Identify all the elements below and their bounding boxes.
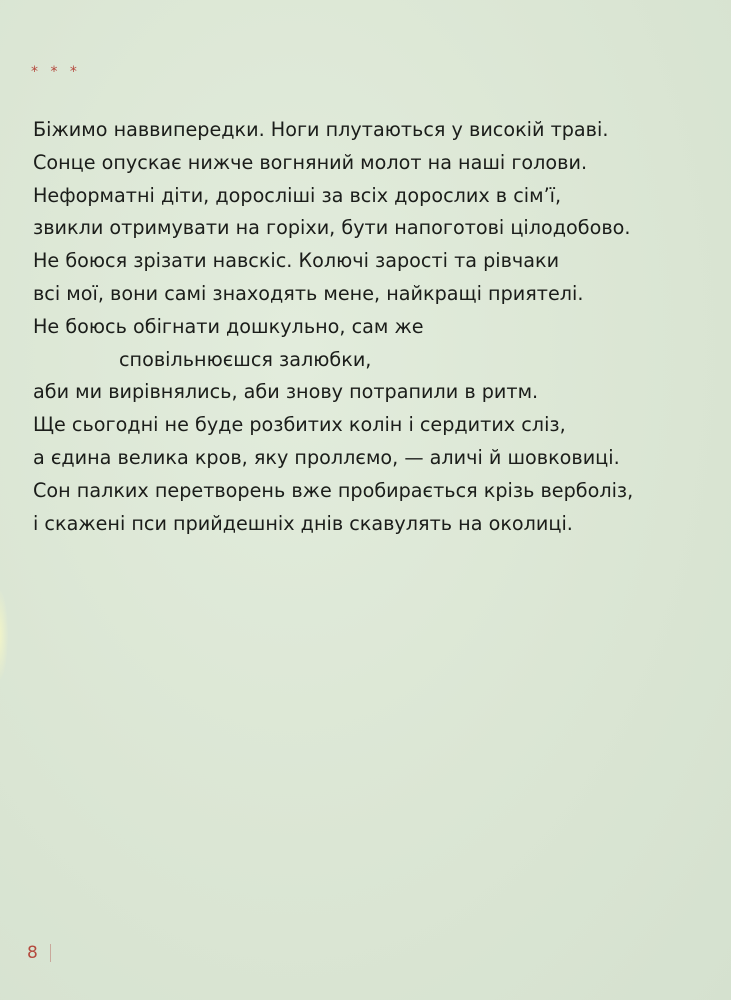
poem-line: Неформатні діти, доросліші за всіх дорослих в сім’ї, <box>33 183 562 207</box>
poem-line: всі мої, вони самі знаходять мене, найкращі приятелі. <box>33 281 584 305</box>
poem-line: і скажені пси прийдешніх днів скавулять на околиці. <box>33 511 573 535</box>
poem-line: аби ми вирівнялись, аби знову потрапили в ритм. <box>33 380 539 404</box>
poem-line: Не боюсь обігнати дошкульно, сам же <box>33 314 424 338</box>
poem-line: Ще сьогодні не буде розбитих колін і сердитих сліз, <box>33 413 566 437</box>
poem-line: Сон палких перетворень вже пробирається крізь верболіз, <box>33 478 634 502</box>
poem-line: Не боюся зрізати навскіс. Колючі зарості та рівчаки <box>33 249 560 273</box>
page-footer <box>27 940 51 966</box>
footer-divider <box>50 944 51 962</box>
poem-line: звикли отримувати на горіхи, бути напоготові цілодобово. <box>33 216 631 240</box>
page-number: 8 <box>27 943 38 963</box>
poem <box>33 114 713 540</box>
page-edge-highlight <box>0 590 8 680</box>
poem-line: а єдина велика кров, яку проллємо, — аличі й шовковиці. <box>33 445 620 469</box>
poem-line-indented: сповільнюєшся залюбки, <box>119 347 372 371</box>
section-ornament: * * * <box>31 64 81 80</box>
poem-line: Сонце опускає нижче вогняний молот на наші голови. <box>33 150 588 174</box>
poem-line: Біжимо наввипередки. Ноги плутаються у високій траві. <box>33 118 609 141</box>
